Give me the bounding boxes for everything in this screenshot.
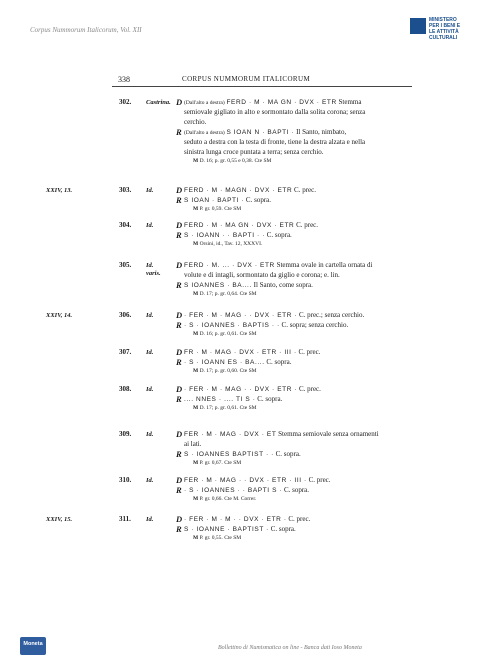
- metal: M: [193, 158, 199, 164]
- reverse-line: [184, 128, 346, 138]
- reverse-mark: R: [176, 320, 182, 330]
- obverse-description: C. prec.: [294, 186, 316, 194]
- reverse-legend: · S · IOANNES · · BAPTI S ·: [184, 487, 283, 494]
- obverse-description: C. prec.: [288, 515, 311, 523]
- metal: M: [193, 496, 199, 502]
- measurements: Orsini, id., Tav. 12, XXXVI.: [199, 241, 263, 247]
- entry-location: Id.: [146, 516, 154, 523]
- reverse-description: C. sopra.: [270, 525, 296, 533]
- obverse-line: [184, 348, 320, 357]
- reverse-description: C. sopra.: [266, 358, 292, 366]
- entry-number: 302.: [119, 98, 132, 106]
- moneta-logo-text: Moneta: [23, 641, 43, 647]
- obverse-mark: D: [176, 514, 183, 524]
- reverse-legend: S · IOANN · · BAPTI · ·: [184, 232, 265, 239]
- obverse-line: [184, 98, 361, 108]
- entry-location: Id.: [146, 349, 154, 356]
- obverse-mark: D: [176, 260, 183, 270]
- plate-ref: XXIV, 14.: [46, 312, 73, 319]
- measurements: D. 17; p. gr. 0,64.: [199, 291, 239, 297]
- obverse-legend: FER · M · MAG · · DVX · ETR · III ·: [184, 477, 307, 484]
- obverse-description-cont: ai lati.: [184, 440, 202, 448]
- entry-location: Id.: [146, 312, 154, 319]
- reverse-mark: R: [176, 357, 182, 367]
- obverse-legend: FERD · M · MA GN · DVX · ETR: [184, 222, 295, 229]
- reverse-mark: R: [176, 195, 182, 205]
- reverse-legend: S · IOANNES BAPTIST · ·: [184, 451, 274, 458]
- reverse-description-cont: sinistra lunga croce puntata a terra; senza cerchio.: [184, 148, 324, 156]
- coin-metadata: [193, 496, 256, 502]
- reverse-line: [184, 395, 282, 404]
- measurements: P. gr. 0,59.: [199, 206, 223, 212]
- obverse-description: C. prec.: [298, 348, 321, 356]
- obverse-description-cont: cerchio.: [184, 118, 207, 126]
- entry-location: Castrina.: [146, 99, 171, 106]
- entry-location: Id.: [146, 222, 154, 229]
- entry-number: 303.: [119, 186, 132, 194]
- obverse-line: [184, 311, 364, 320]
- reverse-mark: R: [176, 127, 182, 137]
- plate-ref: XXIV, 15.: [46, 516, 73, 523]
- reverse-description: Il Santo, nimbato,: [296, 128, 347, 136]
- reverse-description: C. sopra.: [257, 395, 283, 403]
- collection: Cte SM: [224, 460, 242, 466]
- obverse-legend: · FER · M · M · · DVX · ETR ·: [184, 516, 287, 523]
- collection: Cte SM: [254, 158, 272, 164]
- entry-number: 310.: [119, 476, 132, 484]
- collection: Cte SM: [239, 368, 257, 374]
- measurements: P. gr. 0,67.: [199, 460, 223, 466]
- reverse-line: [184, 321, 348, 330]
- plate-ref: XXIV, 13.: [46, 187, 73, 194]
- reverse-line: [184, 525, 296, 534]
- obverse-legend: FR · M · MAG · DVX · ETR · III ·: [184, 349, 297, 356]
- coin-metadata: [193, 158, 271, 164]
- reverse-line: [184, 358, 291, 367]
- obverse-line: [184, 221, 318, 230]
- page-number: 338: [118, 75, 130, 84]
- reverse-mark: R: [176, 449, 182, 459]
- ministry-logo-icon: [410, 18, 426, 34]
- reverse-mark: R: [176, 394, 182, 404]
- obverse-line: [184, 385, 321, 394]
- coin-metadata: [193, 291, 257, 297]
- obverse-description: C. prec.: [298, 385, 321, 393]
- entry-number: 309.: [119, 430, 132, 438]
- reverse-legend: .... NNES · .... TI S ·: [184, 396, 256, 403]
- reverse-line: [184, 281, 313, 290]
- obverse-mark: D: [176, 220, 183, 230]
- entry-number: 304.: [119, 221, 132, 229]
- reverse-description-cont: seduto a destra con la testa di fronte, tiene la destra alzata e nella: [184, 138, 366, 146]
- header-rule: [112, 86, 412, 87]
- metal: M: [193, 405, 199, 411]
- running-head: CORPUS NUMMORUM ITALICORUM: [182, 75, 311, 83]
- obverse-line: [184, 515, 310, 524]
- obverse-description: Stemma: [338, 98, 362, 106]
- measurements: D. 17; p. gr. 0,61.: [199, 405, 239, 411]
- obverse-line: [184, 430, 379, 439]
- collection: Cte M. Correr.: [224, 496, 257, 502]
- reverse-legend: S IOANNES · BA....: [184, 282, 252, 289]
- coin-metadata: [193, 206, 241, 212]
- reverse-description: C. sopra.: [283, 486, 310, 494]
- ministry-logo-text: MINISTERO PER I BENI E LE ATTIVITÀ CULTURALI: [429, 17, 461, 41]
- obverse-mark: D: [176, 185, 183, 195]
- measurements: P. gr. 0,66.: [199, 496, 223, 502]
- obverse-note: (Dall'alto a destra): [184, 100, 225, 106]
- obverse-description-cont: semiovale gigliato in alto e sormontato dalla solita corona; senza: [184, 108, 366, 116]
- footer-text: Bollettino di Numismatica on line - Banca dati Ioso Moneta: [218, 645, 362, 651]
- coin-metadata: [193, 460, 241, 466]
- reverse-description: Il Santo, come sopra.: [253, 281, 313, 289]
- obverse-description: C. prec.: [308, 476, 331, 484]
- coin-metadata: [193, 535, 241, 541]
- reverse-legend: S · IOANNE · BAPTIST ·: [184, 526, 269, 533]
- reverse-description: C. sopra.: [245, 196, 272, 204]
- obverse-line: [184, 186, 316, 195]
- obverse-description: C. prec.; senza cerchio.: [298, 311, 365, 319]
- obverse-description-cont: volute e di intagli, sormontato da giglio e corona; e. lin.: [184, 271, 340, 279]
- metal: M: [193, 331, 199, 337]
- reverse-legend: S IOAN · BAPTI ·: [184, 197, 245, 204]
- obverse-mark: D: [176, 347, 183, 357]
- measurements: D. 16; p. gr. 0,61.: [199, 331, 239, 337]
- reverse-line: [184, 196, 271, 205]
- obverse-legend: · FER · M · MAG · · DVX · ETR ·: [184, 312, 298, 319]
- coin-metadata: [193, 241, 262, 247]
- entry-location: Id.: [146, 477, 154, 484]
- entry-number: 306.: [119, 311, 132, 319]
- metal: M: [193, 460, 199, 466]
- entry-location: Id.: [146, 187, 154, 194]
- reverse-mark: R: [176, 230, 182, 240]
- reverse-mark: R: [176, 485, 182, 495]
- measurements: D. 16; p. gr. 0,55 e 0,38.: [199, 158, 254, 164]
- entry-location: Id.: [146, 431, 154, 438]
- entry-location-variant: varis.: [146, 270, 161, 277]
- obverse-mark: D: [176, 429, 183, 439]
- metal: M: [193, 206, 199, 212]
- measurements: P. gr. 0,55.: [199, 535, 223, 541]
- coin-metadata: [193, 368, 257, 374]
- reverse-legend: S IOAN N · BAPTI ·: [226, 129, 295, 136]
- obverse-legend: FERD · M · MA GN · DVX · ETR: [226, 99, 337, 106]
- obverse-mark: D: [176, 475, 183, 485]
- entry-number: 311.: [119, 515, 131, 523]
- reverse-mark: R: [176, 524, 182, 534]
- collection: Cte SM: [224, 206, 242, 212]
- collection: Cte SM: [239, 291, 257, 297]
- reverse-legend: · S · IOANNES · BAPTIS · ·: [184, 322, 280, 329]
- journal-title: Corpus Nummorum Italicorum, Vol. XII: [30, 26, 142, 34]
- obverse-mark: D: [176, 384, 183, 394]
- reverse-note: (Dall'alto a destra): [184, 130, 225, 136]
- obverse-legend: FER · M · MAG · DVX · ET: [184, 431, 277, 438]
- obverse-description: Stemma ovale in cartella ornata di: [276, 261, 373, 269]
- reverse-description: C. sopra.: [266, 231, 292, 239]
- coin-metadata: [193, 331, 257, 337]
- obverse-mark: D: [176, 310, 183, 320]
- metal: M: [193, 241, 199, 247]
- entry-number: 308.: [119, 385, 132, 393]
- reverse-description: C. sopra; senza cerchio.: [281, 321, 349, 329]
- obverse-description: C. prec.: [296, 221, 319, 229]
- obverse-legend: FERD · M. ... · DVX · ETR: [184, 262, 275, 269]
- obverse-description: Stemma semiovale senza ornamenti: [278, 430, 379, 438]
- reverse-mark: R: [176, 280, 182, 290]
- reverse-line: [184, 486, 309, 495]
- collection: Cte SM: [239, 405, 257, 411]
- entry-number: 307.: [119, 348, 132, 356]
- measurements: D. 17; p. gr. 0,60.: [199, 368, 239, 374]
- entry-location: Id.: [146, 262, 154, 269]
- reverse-line: [184, 450, 301, 459]
- obverse-line: [184, 476, 331, 485]
- reverse-description: C. sopra.: [275, 450, 301, 458]
- obverse-legend: FERD · M · MAGN · DVX · ETR: [184, 187, 293, 194]
- reverse-line: [184, 231, 292, 240]
- collection: Cte SM: [239, 331, 257, 337]
- obverse-mark: D: [176, 97, 183, 107]
- metal: M: [193, 535, 199, 541]
- obverse-line: [184, 261, 372, 270]
- obverse-legend: · FER · M · MAG · · DVX · ETR ·: [184, 386, 298, 393]
- collection: Cte SM: [224, 535, 242, 541]
- metal: M: [193, 368, 199, 374]
- metal: M: [193, 291, 199, 297]
- entry-location: Id.: [146, 386, 154, 393]
- reverse-legend: · S · IOANN ES · BA....: [184, 359, 265, 366]
- entry-number: 305.: [119, 261, 132, 269]
- coin-metadata: [193, 405, 257, 411]
